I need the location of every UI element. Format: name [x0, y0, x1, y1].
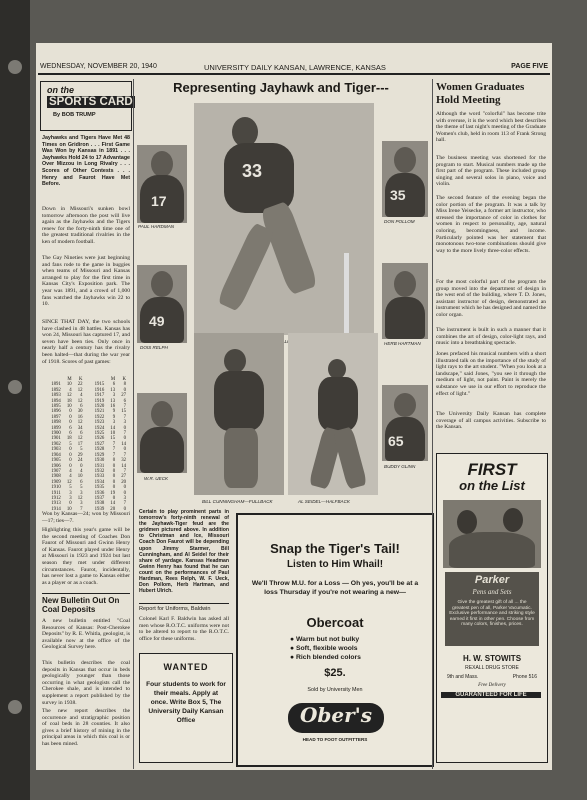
score-value: 4 — [69, 468, 72, 474]
player-photo-hardman — [137, 145, 187, 223]
photo-caption: HERB HARTMAN — [384, 341, 421, 346]
score-value: 0 — [112, 458, 116, 464]
score-value: 5 — [80, 485, 83, 491]
score-value: 0 — [80, 463, 83, 469]
rotc-headline: Report for Uniforms, Baldwin — [139, 606, 211, 612]
score-year: 1937 — [94, 495, 105, 501]
bullet-item: ● Warm but not bulky — [290, 636, 360, 643]
score-value: 6 — [123, 398, 126, 404]
obers-ad — [236, 513, 434, 767]
score-value: 10 — [66, 382, 72, 388]
score-value: 8 — [123, 382, 126, 388]
score-value: 12 — [77, 495, 83, 501]
score-year: 1907 — [51, 468, 61, 474]
score-value: 4 — [80, 468, 83, 474]
score-value: 14 — [121, 463, 126, 469]
score-value: 27 — [121, 393, 126, 399]
scores-table — [46, 377, 128, 512]
score-value: 0 — [112, 468, 116, 474]
score-year: 1925 — [94, 431, 105, 437]
parker-illustration — [443, 500, 541, 568]
score-value: 17 — [77, 441, 83, 447]
score-value: 0 — [123, 506, 126, 512]
score-value: 7 — [112, 447, 116, 453]
score-value: 6 — [112, 382, 116, 388]
parker-store: H. W. STOWITS — [462, 654, 522, 663]
score-value: 10 — [66, 404, 72, 410]
jersey-number: 35 — [390, 187, 406, 203]
score-value: 12 — [66, 393, 72, 399]
score-value: 3 — [80, 501, 83, 507]
sports-card-para: The Gay Nineties were just beginning and fans rode to the game in buggies when teams of Missouri and Kansas arranged to play for the first time in Kansas City's Exposition park. The year was 1891, and a crowd of 1,000 fans watched the Jayhawks win 22 to 10. — [42, 255, 130, 308]
score-value: 14 — [110, 501, 116, 507]
score-value: 13 — [110, 398, 116, 404]
parker-body: Give the greatest gift of all ... the greatest pen of all, Parker Vacumatic. Exclusive performance and striking style earned it first in other pen. Choose from many colors, finishes, prices. — [449, 600, 535, 628]
score-year: 1931 — [94, 463, 105, 469]
obers-sub: Listen to Him Whail! — [286, 559, 384, 570]
score-value: 3 — [123, 495, 126, 501]
women-para: Although the word "colorful" has become trite with overuse, it is the word which best describes the theme of last night's meeting of the Graduate Women's club, held in room 113 of Frank Strong hall. — [436, 111, 546, 144]
parker-brand: Parker — [474, 574, 510, 586]
sports-card-para: SINCE THAT DAY, the two schools have clashed in 48 battles. Kansas has won 24, Missouri has captured 17, and seven have been ties. Only once in nearly half a century has the rivalry been halted—that during the war year of 1918. Scores of past games: — [42, 319, 130, 365]
score-value: 0 — [112, 495, 116, 501]
binder-hole — [8, 60, 22, 74]
score-value: 7 — [123, 452, 126, 458]
score-value: 0 — [123, 447, 126, 453]
sports-card-para: Down in Missouri's sunken bowl tomorrow afternoon the post will live again as the Jayhawks and the Tigers renew for the forty-ninth time one of the greatest traditional rivalries in the ken of modern football. — [42, 206, 130, 245]
score-value: 16 — [110, 404, 116, 410]
score-year: 1895 — [51, 404, 61, 410]
score-year: 1929 — [94, 452, 105, 458]
score-value: 7 — [112, 441, 116, 447]
score-year: 1897 — [51, 414, 61, 420]
score-year: 1922 — [94, 414, 105, 420]
score-value: 6 — [69, 425, 72, 431]
score-value: 0 — [123, 425, 126, 431]
score-value: 12 — [77, 387, 83, 393]
score-year: 1908 — [51, 474, 61, 480]
bulletin-para: The new report describes the occurrence and stratigraphic position of coal beds in 28 counties. It also gives a brief history of mining in the principal areas in which this coal is or has been mined. — [42, 708, 130, 747]
score-year: 1903 — [51, 447, 61, 453]
sports-card-byline: By BOB TRUMP — [53, 112, 96, 118]
score-value: 18 — [66, 398, 72, 404]
score-value: 19 — [110, 490, 116, 496]
score-year: 1904 — [51, 452, 61, 458]
obers-sold: Sold by University Men — [307, 687, 363, 693]
score-value: 4 — [69, 387, 72, 393]
binder-hole — [8, 380, 22, 394]
score-year: 1924 — [94, 425, 105, 431]
photo-caption: W.R. UECK — [144, 476, 169, 481]
parker-phone: Phone 516 — [512, 674, 537, 680]
score-value: 27 — [121, 474, 126, 480]
jersey-number: 49 — [149, 313, 165, 329]
bullet-text: Soft, flexible wools — [296, 645, 358, 652]
score-year: 1919 — [94, 398, 105, 404]
column-header: K — [122, 377, 126, 382]
newspaper-page — [36, 43, 552, 770]
score-year: 1905 — [51, 458, 61, 464]
score-year: 1933 — [94, 474, 105, 480]
parker-headline-first: FIRST — [467, 460, 517, 479]
obers-headline: Snap the Tiger's Tail! — [270, 541, 400, 556]
parker-address: 9th and Mass. — [447, 674, 479, 680]
bulletin-para: A new bulletin entitled "Coal Resources of Kansas: Post-Cherokee Deposits" by R. E. Whitla, geologist, is available now at the office of the Geological Survey here. — [42, 618, 130, 651]
score-value: 6 — [80, 479, 83, 485]
binder-edge — [0, 0, 30, 800]
score-value: 12 — [77, 436, 83, 442]
score-year: 1913 — [51, 501, 61, 507]
bullet-item: ● Rich blended colors — [290, 654, 361, 661]
score-year: 1930 — [94, 458, 105, 464]
obers-price: $25. — [324, 667, 346, 679]
player-photo-starmer — [194, 103, 374, 335]
score-value: 15 — [110, 436, 116, 442]
score-value: 12 — [66, 479, 72, 485]
score-year: 1893 — [51, 393, 61, 399]
photo-caption: DOIS RELPH — [140, 345, 168, 350]
bullet-text: Warm but not bulky — [296, 636, 360, 643]
score-value: 5 — [69, 441, 72, 447]
women-para: For the most colorful part of the program the group moved into the department of design in the west end of the building, where T. D. Jones, assistant instructor of design, demonstrated an instrument which he has designed and named the color organ. — [436, 279, 546, 318]
score-value: 15 — [121, 409, 126, 415]
score-value: 32 — [121, 458, 126, 464]
score-year: 1899 — [51, 425, 61, 431]
score-value: 3 — [69, 495, 72, 501]
score-year: 1917 — [94, 393, 105, 399]
column-divider — [432, 79, 433, 769]
women-para: The University Daily Kansan has complete coverage of all campus activities. Subscribe to the Kansan. — [436, 411, 546, 431]
obers-product: Obercoat — [306, 615, 364, 630]
score-year: 1934 — [94, 479, 105, 485]
score-value: 0 — [69, 414, 72, 420]
column-divider — [133, 79, 134, 769]
score-value: 7 — [123, 468, 126, 474]
score-year: 1928 — [94, 447, 105, 453]
score-year: 1901 — [51, 436, 61, 442]
photo-feature-headline: Representing Jayhawk and Tiger--- — [173, 80, 389, 95]
score-value: 5 — [80, 447, 83, 453]
score-value: 4 — [80, 393, 83, 399]
score-value: 12 — [77, 420, 83, 426]
score-year: 1932 — [94, 468, 105, 474]
score-value: 30 — [77, 409, 83, 415]
obers-bullets — [290, 635, 361, 662]
score-value: 3 — [80, 490, 83, 496]
bullet-item: ● Soft, flexible wools — [290, 645, 358, 652]
score-value: 7 — [123, 404, 126, 410]
score-year: 1900 — [51, 431, 61, 437]
score-year: 1892 — [51, 387, 61, 393]
score-year: 1927 — [94, 441, 105, 447]
score-value: 0 — [112, 479, 116, 485]
player-photo-relph — [137, 265, 187, 343]
score-value: 3 — [112, 393, 116, 399]
score-value: 4 — [69, 474, 72, 480]
jersey-number: 33 — [242, 161, 263, 181]
women-para: The second feature of the evening began the color portion of the program. It was a talk by Miss Irene Yeisecke, a former art instructor, who stressed the importance of color in clothes for women in respect to personality, age, natural coloring, becomingness, and income. Particularly pointed was her statement that monotonous two-tone combinations should give way to the more lively three-color effects. — [436, 195, 546, 254]
score-value: 0 — [69, 452, 72, 458]
score-year: 1891 — [51, 382, 61, 388]
score-year: 1939 — [94, 506, 105, 512]
score-value: 3 — [123, 420, 126, 426]
column-header: K — [79, 377, 83, 382]
score-value: 0 — [69, 409, 72, 415]
women-headline: Women Graduates Hold Meeting — [436, 81, 525, 106]
photo-caption: BILL CUNNINGHAM—FULLBACK — [202, 499, 273, 504]
photo-caption: PAUL HARDMAN — [138, 224, 175, 229]
score-value: 0 — [123, 490, 126, 496]
score-value: 14 — [121, 441, 126, 447]
obers-logo: Ober's — [299, 703, 373, 727]
score-value: 16 — [77, 414, 83, 420]
header-date: WEDNESDAY, NOVEMBER 20, 1940 — [40, 63, 157, 70]
score-value: 0 — [69, 458, 72, 464]
score-value: 10 — [66, 506, 72, 512]
photo-feature-story: Certain to play prominent parts in tomorrow's forty-ninth renewal of the Jayhawk-Tiger feud are the gridmen pictured above. In addition to Christman and Ice, Missouri Coach Don Faurot will be depending upon Jimmy Starmer, Bill Cunningham, and Al Seidel for their share of yardage. Kansas Headman Gwinn Henry has found that he can count on the performances of Paul Hardman, Rees Relph, W. F. Ueck, Don Pollom, Herb Hartman, and Hubert Ulrich. — [139, 509, 229, 595]
parker-headline-list: on the List — [459, 478, 525, 493]
player-photo-ueck — [137, 393, 187, 473]
score-value: 7 — [80, 506, 83, 512]
score-value: 29 — [77, 452, 83, 458]
parker-store-sub: REXALL DRUG STORE — [465, 665, 519, 671]
score-value: 7 — [112, 452, 116, 458]
score-year: 1914 — [51, 506, 61, 512]
score-value: 0 — [112, 474, 116, 480]
score-value: 6 — [80, 404, 83, 410]
score-year: 1936 — [94, 490, 105, 496]
score-value: 20 — [110, 506, 116, 512]
score-value: 0 — [123, 387, 126, 393]
women-para: The business meeting was shortened for the program to start. Musical numbers made up the first part of the program. These included group singing and several solos in piano, voice and violin. — [436, 155, 546, 188]
bulletin-headline: New Bulletin Out On Coal Deposits — [42, 596, 120, 614]
score-value: 10 — [77, 474, 83, 480]
score-year: 1921 — [94, 409, 105, 415]
score-year: 1916 — [94, 387, 105, 393]
score-year: 1935 — [94, 485, 105, 491]
scores-tally: Won by Kansas—24; won by Missouri—17; ties—7. — [42, 511, 130, 524]
obers-line: We'll Throw M.U. for a Loss — Oh yes, you'll be at a loss Thursday if you're not wearing a new— — [251, 580, 419, 596]
score-year: 1898 — [51, 420, 61, 426]
women-para: Jones prefaced his musical numbers with a short illustrated talk on the importance of the study of light rays to the art student. "When you look at a landscape," said Jones, "you see it through the medium of light, not paint. Paint is merely the substance we use in our effort to reproduce the effect of light." — [436, 351, 546, 397]
bullet-text: Rich blended colors — [296, 654, 361, 661]
player-photo-hartman — [382, 263, 428, 339]
wanted-ad — [139, 653, 233, 763]
score-value: 6 — [69, 431, 72, 437]
obers-tagline: HEAD TO FOOT OUTFITTERS — [302, 737, 368, 742]
parker-delivery: Free Delivery — [478, 683, 506, 688]
parker-ad — [436, 453, 548, 763]
score-value: 24 — [77, 458, 83, 464]
score-value: 7 — [123, 501, 126, 507]
sports-card-on-the: on the — [47, 85, 74, 95]
photo-caption: BUDDY GLINN — [384, 464, 416, 469]
player-photo-seidel — [288, 333, 378, 495]
score-value: 0 — [123, 485, 126, 491]
sports-card-lead: Jayhawks and Tigers Have Met 48 Times on Gridiron . . . First Game Was Won by Kansas in 1891 . . . Jayhawks Hold 24 to 17 Advantage Over Mizzou in Long Rivalry . . . Scores of Other Contests . . . Henry and Faurot Have Met Before. — [42, 135, 130, 188]
score-value: 14 — [110, 425, 116, 431]
binder-hole — [8, 700, 22, 714]
score-value: 22 — [77, 382, 83, 388]
score-value: 5 — [69, 485, 72, 491]
player-photo-glinn — [382, 385, 428, 461]
score-year: 1910 — [51, 485, 61, 491]
score-value: 7 — [123, 414, 126, 420]
jersey-number: 65 — [388, 433, 404, 449]
score-value: 34 — [77, 425, 83, 431]
score-value: 3 — [112, 420, 116, 426]
score-value: 0 — [69, 420, 72, 426]
score-year: 1896 — [51, 409, 61, 415]
score-year: 1938 — [94, 501, 105, 507]
score-value: 0 — [112, 485, 116, 491]
bulletin-para: This bulletin describes the coal deposits in Kansas that occur in beds geologically younger than those occurring in what geologists call the Cherokee shale, and is intended to supplement a report published by the survey in 1938. — [42, 660, 130, 706]
score-value: 0 — [69, 447, 72, 453]
score-value: 10 — [110, 431, 116, 437]
score-year: 1902 — [51, 441, 61, 447]
header-paper: UNIVERSITY DAILY KANSAN, LAWRENCE, KANSAS — [204, 63, 386, 72]
player-photo-cunningham — [194, 333, 284, 495]
score-value: 9 — [112, 409, 116, 415]
photo-caption: DON POLLOM — [384, 219, 415, 224]
score-year: 1906 — [51, 463, 61, 469]
score-value: 9 — [112, 414, 116, 420]
parker-footer: GUARANTEED FOR LIFE — [441, 692, 541, 698]
score-value: 18 — [66, 436, 72, 442]
score-value: 20 — [121, 479, 126, 485]
score-year: 1915 — [94, 382, 105, 388]
score-year: 1923 — [94, 420, 105, 426]
jersey-number: 17 — [151, 193, 167, 209]
score-value: 0 — [123, 436, 126, 442]
photo-caption: AL SEIDEL—HALFBACK — [298, 499, 350, 504]
score-value: 0 — [69, 463, 72, 469]
column-rule — [139, 603, 229, 604]
score-value: 6 — [80, 431, 83, 437]
wanted-body: Four students to work for their meals. Apply at once. Write Box 5, The University Daily Kansan Office — [146, 681, 226, 724]
column-header: M — [110, 377, 116, 382]
score-value: 7 — [123, 431, 126, 437]
sports-card-title: SPORTS CARD — [47, 96, 135, 108]
column-rule — [42, 593, 130, 594]
sports-card-para: Highlighting this year's game will be the second meeting of Coaches Don Faurot of Missouri and Gwinn Henry of Kansas. Faurot played under Henry at Missouri in 1923 and 1924 but last season they met under different circumstances. Faurot, incidentally, has never lost a game to Kansas either as a player or as a coach. — [42, 527, 130, 586]
score-value: 0 — [112, 463, 116, 469]
score-year: 1894 — [51, 398, 61, 404]
score-year: 1926 — [94, 436, 105, 442]
wanted-title: WANTED — [163, 662, 209, 672]
player-photo-pollom — [382, 141, 428, 217]
sports-card-box — [40, 81, 132, 131]
score-year: 1911 — [51, 490, 61, 496]
score-year: 1912 — [51, 495, 61, 501]
score-value: 3 — [69, 490, 72, 496]
score-year: 1920 — [94, 404, 105, 410]
score-year: 1909 — [51, 479, 61, 485]
header-page: PAGE FIVE — [511, 63, 548, 70]
score-value: 12 — [77, 398, 83, 404]
women-para: The instrument is built in such a manner that it combines the art of design, color-light rays, and music into a breathtaking spectacle. — [436, 327, 546, 347]
header-rule — [38, 73, 550, 75]
score-value: 13 — [110, 387, 116, 393]
parker-product: Pens and Sets — [472, 588, 512, 596]
column-header: M — [67, 377, 72, 382]
rotc-body: Colonel Karl F. Baldwin has asked all men whose R.O.T.C. uniforms were not to be altered to report to the R.O.T.C. office for these uniforms. — [139, 616, 229, 642]
score-value: 0 — [69, 501, 72, 507]
